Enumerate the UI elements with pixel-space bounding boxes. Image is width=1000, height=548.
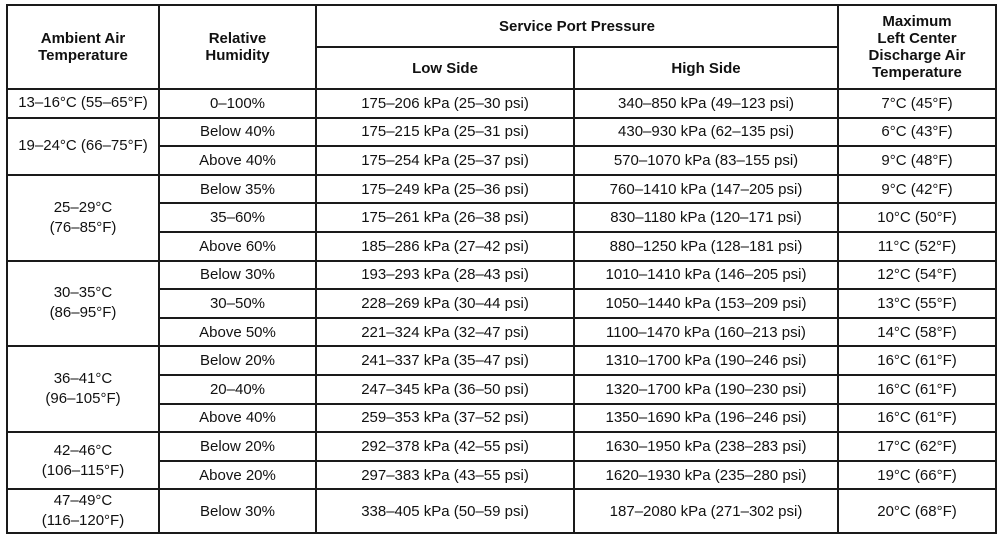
high-side-pressure-cell: 570–1070 kPa (83–155 psi) (574, 146, 838, 175)
ambient-temperature-cell: 36–41°C (96–105°F) (7, 346, 159, 432)
header-row-1 (7, 5, 996, 47)
discharge-air-temperature-cell: 12°C (54°F) (838, 261, 996, 290)
table-row (7, 346, 996, 375)
relative-humidity-cell: Above 50% (159, 318, 316, 347)
discharge-air-temperature-cell: 10°C (50°F) (838, 203, 996, 232)
high-side-pressure-cell: 1350–1690 kPa (196–246 psi) (574, 404, 838, 433)
relative-humidity-cell: Below 30% (159, 261, 316, 290)
relative-humidity-cell: 35–60% (159, 203, 316, 232)
low-side-pressure-cell: 221–324 kPa (32–47 psi) (316, 318, 574, 347)
discharge-air-temperature-cell: 11°C (52°F) (838, 232, 996, 261)
discharge-air-temperature-cell: 19°C (66°F) (838, 461, 996, 490)
ambient-temperature-cell: 13–16°C (55–65°F) (7, 89, 159, 118)
relative-humidity-cell: Below 40% (159, 118, 316, 147)
high-side-pressure-cell: 1320–1700 kPa (190–230 psi) (574, 375, 838, 404)
pressure-table-container (6, 4, 997, 534)
discharge-air-temperature-cell: 16°C (61°F) (838, 346, 996, 375)
high-side-pressure-cell: 830–1180 kPa (120–171 psi) (574, 203, 838, 232)
low-side-pressure-cell: 185–286 kPa (27–42 psi) (316, 232, 574, 261)
table-row (7, 432, 996, 461)
high-side-pressure-cell: 1620–1930 kPa (235–280 psi) (574, 461, 838, 490)
header-service-port-pressure: Service Port Pressure (316, 5, 838, 47)
relative-humidity-cell: Above 60% (159, 232, 316, 261)
relative-humidity-cell: 20–40% (159, 375, 316, 404)
discharge-air-temperature-cell: 16°C (61°F) (838, 404, 996, 433)
header-low-side: Low Side (316, 47, 574, 89)
header-ambient-air-temperature: Ambient Air Temperature (7, 5, 159, 89)
low-side-pressure-cell: 338–405 kPa (50–59 psi) (316, 489, 574, 533)
table-row (7, 489, 996, 533)
low-side-pressure-cell: 247–345 kPa (36–50 psi) (316, 375, 574, 404)
high-side-pressure-cell: 1100–1470 kPa (160–213 psi) (574, 318, 838, 347)
low-side-pressure-cell: 228–269 kPa (30–44 psi) (316, 289, 574, 318)
high-side-pressure-cell: 880–1250 kPa (128–181 psi) (574, 232, 838, 261)
discharge-air-temperature-cell: 9°C (42°F) (838, 175, 996, 204)
low-side-pressure-cell: 175–206 kPa (25–30 psi) (316, 89, 574, 118)
discharge-air-temperature-cell: 16°C (61°F) (838, 375, 996, 404)
discharge-air-temperature-cell: 13°C (55°F) (838, 289, 996, 318)
low-side-pressure-cell: 241–337 kPa (35–47 psi) (316, 346, 574, 375)
discharge-air-temperature-cell: 14°C (58°F) (838, 318, 996, 347)
relative-humidity-cell: Above 40% (159, 146, 316, 175)
high-side-pressure-cell: 1010–1410 kPa (146–205 psi) (574, 261, 838, 290)
low-side-pressure-cell: 193–293 kPa (28–43 psi) (316, 261, 574, 290)
ambient-temperature-cell: 25–29°C (76–85°F) (7, 175, 159, 261)
ambient-temperature-cell: 30–35°C (86–95°F) (7, 261, 159, 347)
low-side-pressure-cell: 297–383 kPa (43–55 psi) (316, 461, 574, 490)
header-high-side: High Side (574, 47, 838, 89)
high-side-pressure-cell: 1050–1440 kPa (153–209 psi) (574, 289, 838, 318)
high-side-pressure-cell: 1630–1950 kPa (238–283 psi) (574, 432, 838, 461)
table-row (7, 89, 996, 118)
service-port-pressure-table (6, 4, 997, 534)
high-side-pressure-cell: 430–930 kPa (62–135 psi) (574, 118, 838, 147)
relative-humidity-cell: Below 35% (159, 175, 316, 204)
discharge-air-temperature-cell: 20°C (68°F) (838, 489, 996, 533)
ambient-temperature-cell: 19–24°C (66–75°F) (7, 118, 159, 175)
discharge-air-temperature-cell: 7°C (45°F) (838, 89, 996, 118)
high-side-pressure-cell: 760–1410 kPa (147–205 psi) (574, 175, 838, 204)
table-row (7, 118, 996, 147)
table-row (7, 175, 996, 204)
table-row (7, 261, 996, 290)
relative-humidity-cell: 30–50% (159, 289, 316, 318)
low-side-pressure-cell: 175–215 kPa (25–31 psi) (316, 118, 574, 147)
relative-humidity-cell: Below 20% (159, 432, 316, 461)
ambient-temperature-cell: 47–49°C (116–120°F) (7, 489, 159, 533)
header-max-discharge-air-temperature: Maximum Left Center Discharge Air Temperature (838, 5, 996, 89)
discharge-air-temperature-cell: 17°C (62°F) (838, 432, 996, 461)
relative-humidity-cell: Below 30% (159, 489, 316, 533)
relative-humidity-cell: 0–100% (159, 89, 316, 118)
low-side-pressure-cell: 175–254 kPa (25–37 psi) (316, 146, 574, 175)
high-side-pressure-cell: 1310–1700 kPa (190–246 psi) (574, 346, 838, 375)
low-side-pressure-cell: 259–353 kPa (37–52 psi) (316, 404, 574, 433)
relative-humidity-cell: Above 40% (159, 404, 316, 433)
ambient-temperature-cell: 42–46°C (106–115°F) (7, 432, 159, 489)
table-body (7, 89, 996, 533)
header-relative-humidity: Relative Humidity (159, 5, 316, 89)
low-side-pressure-cell: 175–261 kPa (26–38 psi) (316, 203, 574, 232)
high-side-pressure-cell: 340–850 kPa (49–123 psi) (574, 89, 838, 118)
discharge-air-temperature-cell: 6°C (43°F) (838, 118, 996, 147)
low-side-pressure-cell: 292–378 kPa (42–55 psi) (316, 432, 574, 461)
high-side-pressure-cell: 187–2080 kPa (271–302 psi) (574, 489, 838, 533)
relative-humidity-cell: Above 20% (159, 461, 316, 490)
relative-humidity-cell: Below 20% (159, 346, 316, 375)
low-side-pressure-cell: 175–249 kPa (25–36 psi) (316, 175, 574, 204)
discharge-air-temperature-cell: 9°C (48°F) (838, 146, 996, 175)
